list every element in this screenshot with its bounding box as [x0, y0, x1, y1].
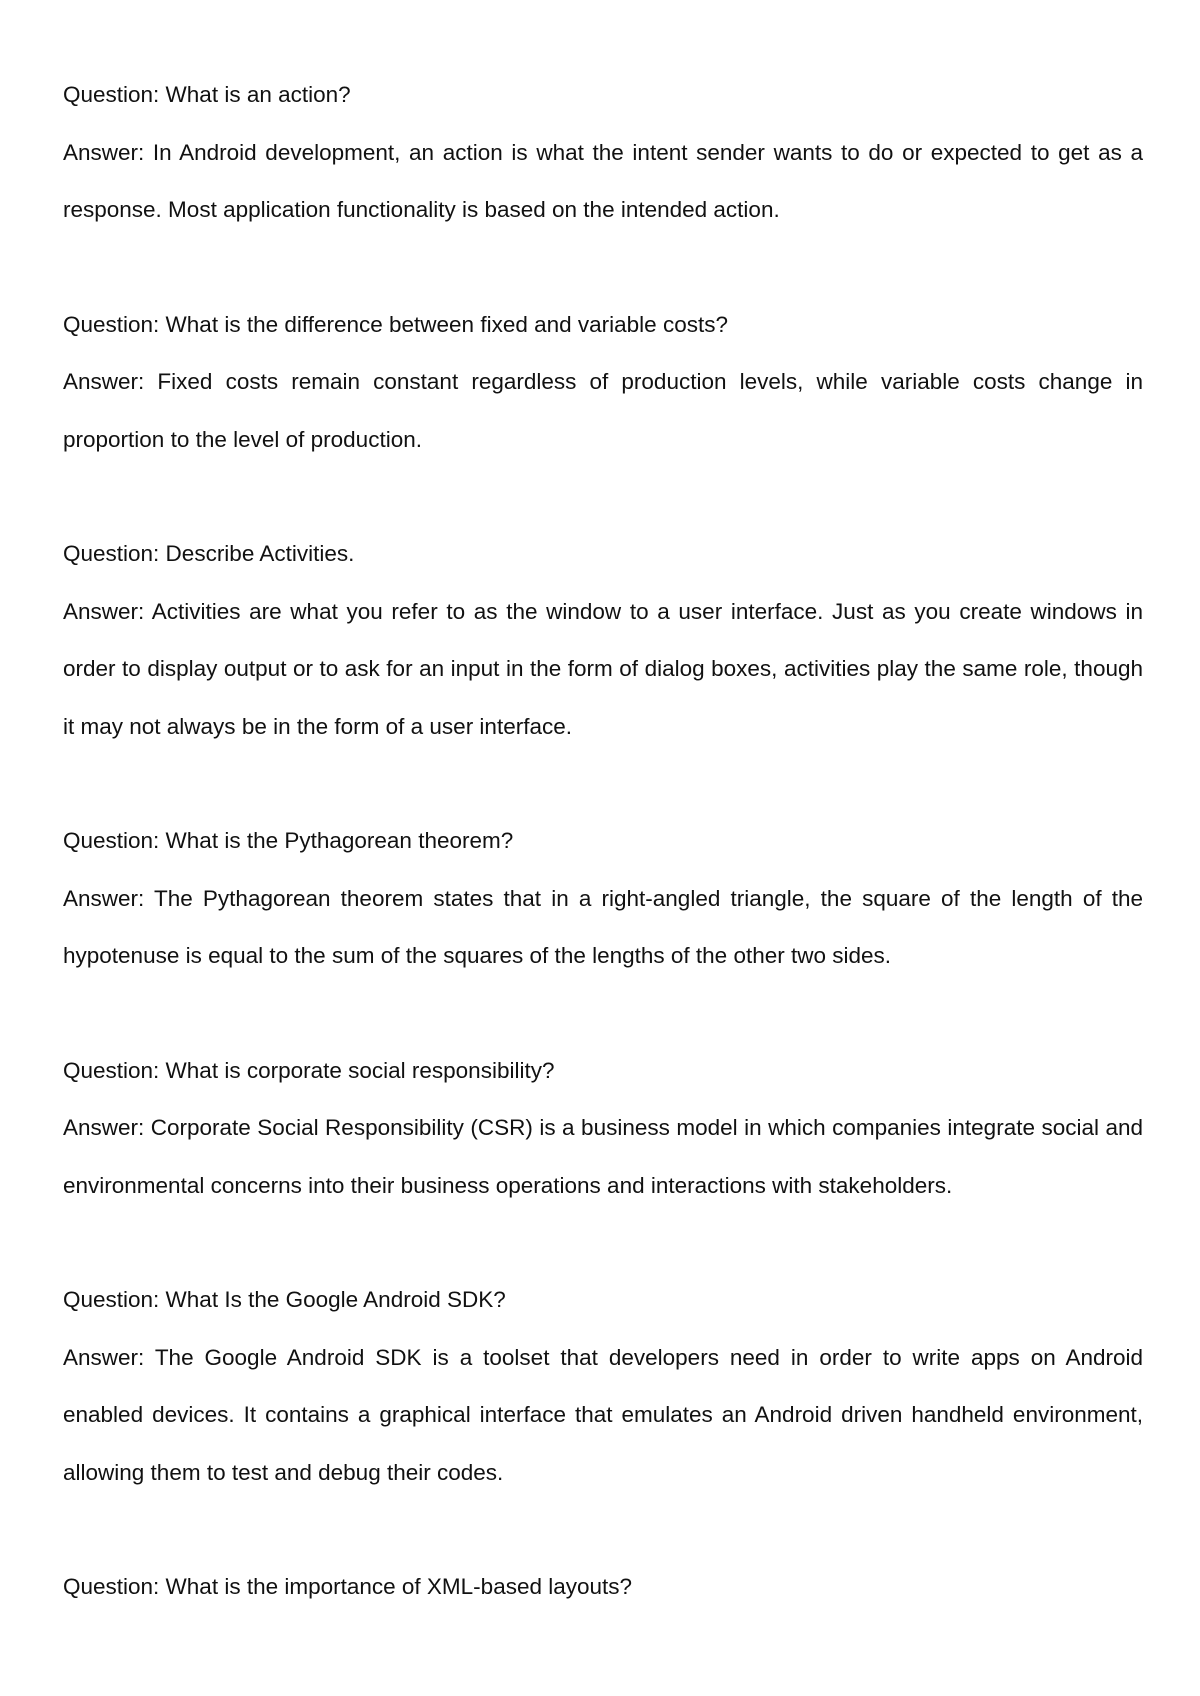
question-text: Question: What is corporate social responsibility? — [63, 1057, 555, 1083]
answer-text: Answer: The Pythagorean theorem states that in a right-angled triangle, the square of the length of the hypotenuse is equal to the sum of the squares of the lengths of the other two sides. — [63, 885, 1143, 968]
question-text: Question: What Is the Google Android SDK? — [63, 1287, 506, 1312]
answer-text: Answer: Corporate Social Responsibility (CSR) is a business model in which companies integrate social and environmental concerns into their business operations and interactions with stakeholders. — [63, 1115, 1143, 1198]
question-text: Question: What is the Pythagorean theorem? — [63, 828, 514, 853]
qa-item — [63, 66, 1143, 239]
answer-text: Answer: In Android development, an action is what the intent sender wants to do or expected to get as a response. Most application functionality is based on the intended action. — [63, 139, 1143, 222]
answer-text: Answer: Fixed costs remain constant regardless of production levels, while variable costs change in proportion to the level of production. — [63, 369, 1143, 452]
question-text: Question: What is the difference between fixed and variable costs? — [63, 311, 728, 337]
qa-item — [63, 525, 1143, 755]
qa-item — [63, 1558, 1143, 1616]
question-text: Question: What is an action? — [63, 82, 351, 107]
qa-item — [63, 296, 1143, 469]
document-page — [63, 66, 1143, 1673]
qa-item — [63, 1042, 1143, 1215]
question-text: Question: Describe Activities. — [63, 541, 355, 566]
question-text: Question: What is the importance of XML-based layouts? — [63, 1574, 633, 1599]
qa-item — [63, 812, 1143, 985]
answer-text: Answer: Activities are what you refer to as the window to a user interface. Just as you create windows in order to display output or to ask for an input in the form of dialog boxes, activities play the same role, though it may not always be in the form of a user interface. — [63, 598, 1143, 739]
answer-text: Answer: The Google Android SDK is a toolset that developers need in order to write apps on Android enabled devices. It contains a graphical interface that emulates an Android driven handheld environment, allowing them to test and debug their codes. — [63, 1344, 1143, 1485]
qa-item — [63, 1271, 1143, 1501]
